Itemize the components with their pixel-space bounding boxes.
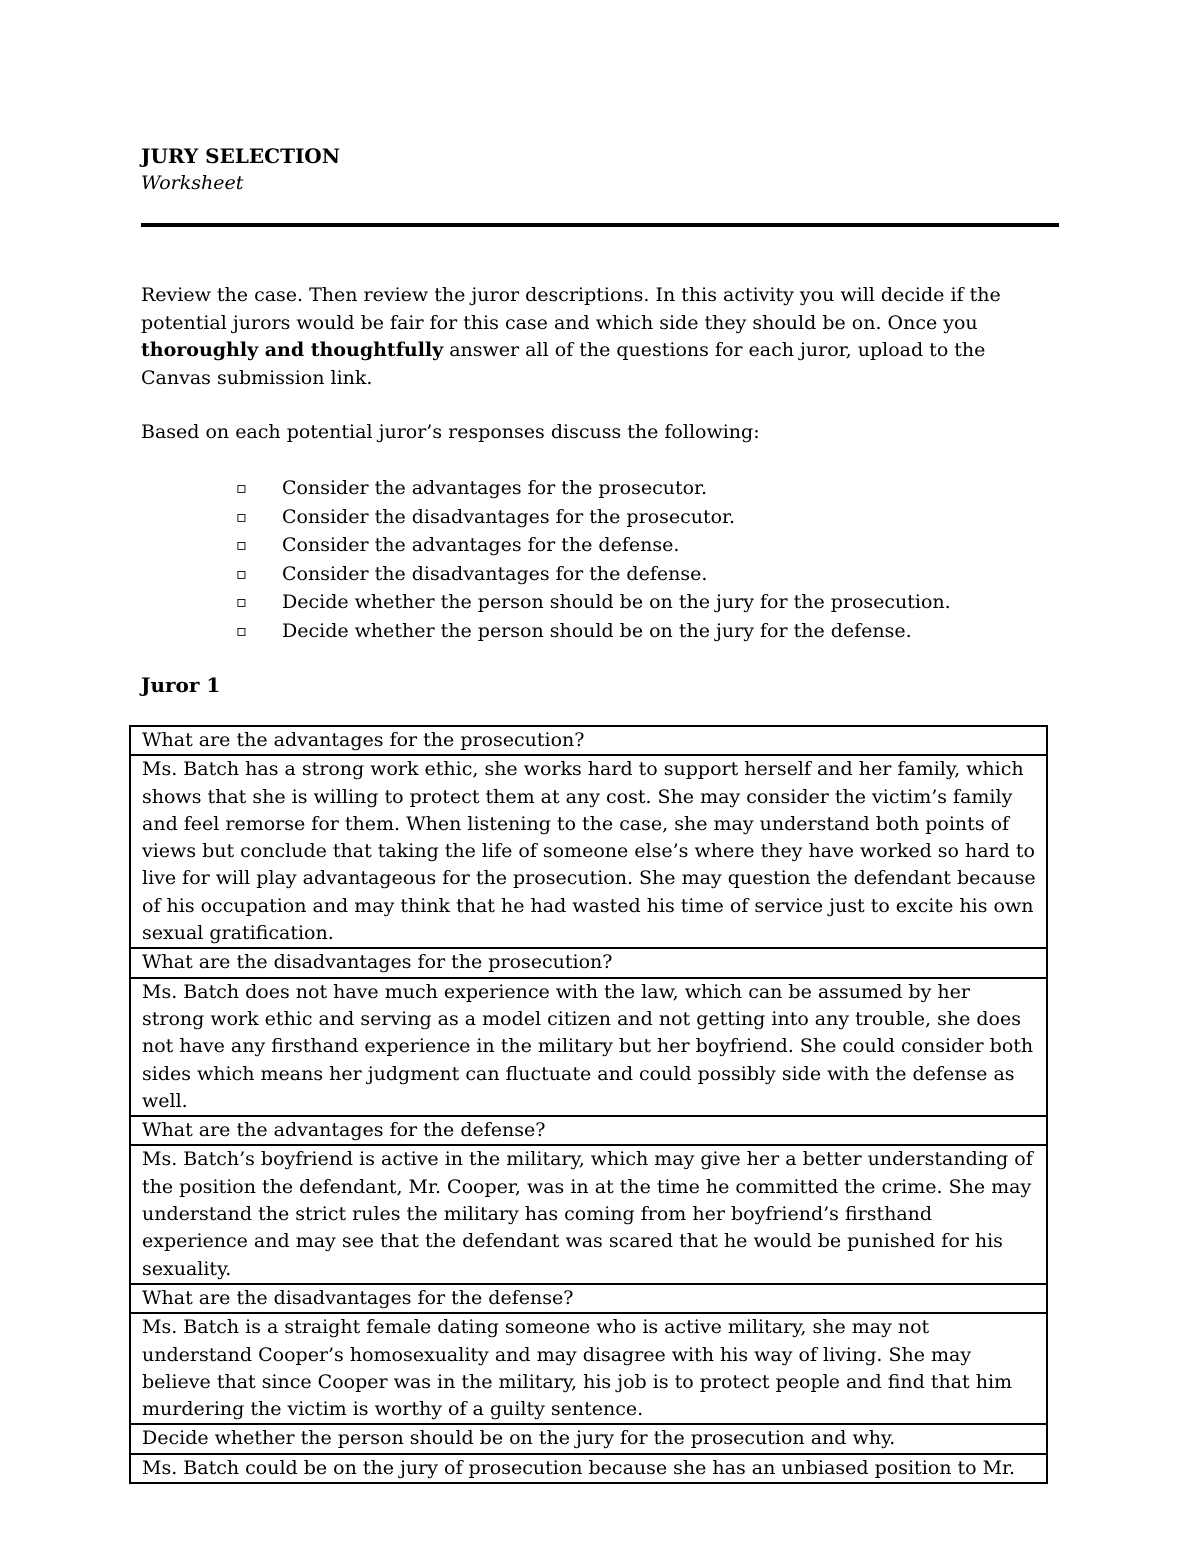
- instructions-text-end: answer all of the questions for each juror, upload to the Canvas submission link.: [141, 339, 986, 389]
- table-row: [130, 1424, 1047, 1453]
- juror-heading: Juror 1: [141, 673, 221, 697]
- document-title: JURY SELECTION: [141, 144, 341, 168]
- table-row: [130, 1145, 1047, 1283]
- answer-cell: Ms. Batch is a straight female dating someone who is active military, she may not understand Cooper’s homosexuality and may disagree with his way of living. She may believe that since Cooper was in the military, his job is to protect people and find that him murdering the victim is worthy of a guilty sentence.: [130, 1313, 1047, 1424]
- list-item: [236, 560, 1056, 589]
- table-row: [130, 1116, 1047, 1145]
- square-bullet-icon: ▫: [236, 620, 247, 640]
- square-bullet-icon: ▫: [236, 478, 247, 497]
- square-bullet-icon: ▫: [236, 592, 247, 612]
- table-row: [130, 948, 1047, 977]
- table-row: [130, 1284, 1047, 1313]
- discussion-prompt: Based on each potential juror’s responses discuss the following:: [141, 421, 760, 443]
- list-item: [236, 617, 1056, 646]
- question-cell: What are the disadvantages for the defense?: [130, 1284, 1047, 1313]
- juror-question-table: [129, 725, 1048, 1484]
- document-subtitle: Worksheet: [141, 172, 244, 194]
- list-item-text: Decide whether the person should be on the jury for the defense.: [282, 619, 912, 642]
- table-row: [130, 1313, 1047, 1424]
- discussion-list: [236, 474, 1056, 646]
- square-bullet-icon: ▫: [236, 563, 247, 583]
- table-row: [130, 755, 1047, 948]
- question-cell: What are the advantages for the defense?: [130, 1116, 1047, 1145]
- table-row: [130, 726, 1047, 755]
- list-item-text: Consider the disadvantages for the defense.: [282, 562, 708, 585]
- answer-cell: Ms. Batch has a strong work ethic, she works hard to support herself and her family, which shows that she is willing to protect them at any cost. She may consider the victim’s family and feel remorse for them. When listening to the case, she may understand both points of views but conclude that taking the life of someone else’s where they have worked so hard to live for will play advantageous for the prosecution. She may question the defendant because of his occupation and may think that he had wasted his time of service just to excite his own sexual gratification.: [130, 755, 1047, 948]
- header-divider: [141, 223, 1059, 227]
- list-item: [236, 503, 1056, 532]
- list-item-text: Consider the disadvantages for the prosecutor.: [282, 505, 736, 528]
- question-cell: What are the advantages for the prosecution?: [130, 726, 1047, 755]
- instructions-emphasis: thoroughly and thoughtfully: [141, 339, 444, 361]
- answer-cell: Ms. Batch’s boyfriend is active in the military, which may give her a better understanding of the position the defendant, Mr. Cooper, was in at the time he committed the crime. She may understand the strict rules the military has coming from her boyfriend’s firsthand experience and may see that the defendant was scared that he would be punished for his sexuality.: [130, 1145, 1047, 1283]
- question-cell: Decide whether the person should be on the jury for the prosecution and why.: [130, 1424, 1047, 1453]
- list-item: [236, 588, 1056, 617]
- list-item: [236, 531, 1056, 560]
- instructions-text-start: Review the case. Then review the juror descriptions. In this activity you will decide if the potential jurors would be fair for this case and which side they should be on. Once you: [141, 284, 1001, 334]
- answer-cell: Ms. Batch could be on the jury of prosecution because she has an unbiased position to Mr.: [130, 1454, 1047, 1483]
- question-cell: What are the disadvantages for the prosecution?: [130, 948, 1047, 977]
- table-row: [130, 978, 1047, 1116]
- list-item-text: Decide whether the person should be on the jury for the prosecution.: [282, 591, 951, 614]
- list-item-text: Consider the advantages for the defense.: [282, 534, 680, 557]
- list-item: [236, 474, 1056, 503]
- answer-cell: Ms. Batch does not have much experience with the law, which can be assumed by her strong work ethic and serving as a model citizen and not getting into any trouble, she does not have any firsthand experience in the military but her boyfriend. She could consider both sides which means her judgment can fluctuate and could possibly side with the defense as well.: [130, 978, 1047, 1116]
- instructions-paragraph: [141, 282, 1056, 392]
- table-row: [130, 1454, 1047, 1483]
- square-bullet-icon: ▫: [236, 506, 247, 526]
- square-bullet-icon: ▫: [236, 535, 247, 555]
- list-item-text: Consider the advantages for the prosecutor.: [282, 477, 708, 499]
